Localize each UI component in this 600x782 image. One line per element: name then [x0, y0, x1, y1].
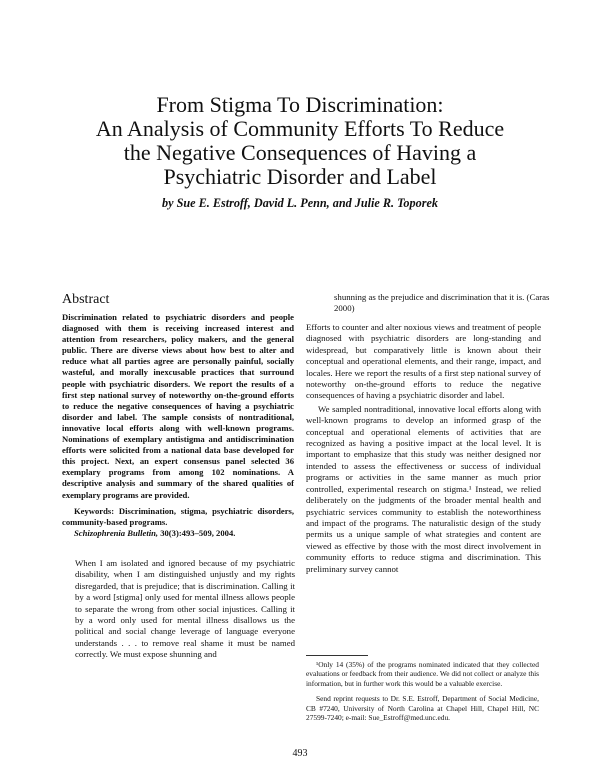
body-paragraph-2: We sampled nontraditional, innovative local efforts along with well-known programs to develop an informed grasp of the conceptual and operational elements of activities that are recognized as having a positive impact at the local level. It is important to emphasize that this study was neither designed nor intended to assess the effectiveness or success of individual programs or activities in the same manner as much prior controlled, experimental research on stigma.¹ Instead, we relied deliberately on the judgments of the broader mental health and psychiatric services community to establish the noteworthiness and impact of the programs. The naturalistic design of the study permits us a unique sample of what strategies and content are viewed as effective by those with the most direct involvement in community efforts to reduce stigma and discrimination. This preliminary survey cannot [306, 403, 541, 574]
title-line-3: the Negative Consequences of Having a [123, 139, 477, 165]
footnotes [306, 660, 539, 722]
title-line-4: Psychiatric Disorder and Label [163, 163, 437, 189]
citation-details: 30(3):493–509, 2004. [158, 527, 236, 538]
author-byline: by Sue E. Estroff, David L. Penn, and Julie R. Toporek [162, 196, 438, 210]
footnote-divider [306, 655, 368, 656]
keywords: Keywords: Discrimination, stigma, psychiatric disorders, community-based programs. [62, 505, 294, 527]
epigraph-continuation-block [322, 292, 554, 315]
footnote-1: ¹Only 14 (35%) of the programs nominated indicated that they collected evaluations or feedback from their audience. We did not collect or analyze this information, but in further work this would be a valuable exercise. [306, 660, 539, 688]
abstract-text: Discrimination related to psychiatric disorders and people diagnosed with them is receiving increased interest and attention from researchers, policy makers, and the general public. There are diverse views about how best to alter and reduce what all parties agree are personally painful, socially wasteful, and morally inexcusable practices that surround people with psychiatric disorders. We report the results of a first step national survey of noteworthy on-the-ground efforts to reduce the negative consequences of having a psychiatric disorder and label. The sample consists of nontraditional, innovative local efforts along with well-known programs. Nominations of exemplary antistigma and antidiscrimination efforts were solicited from a national data base developed for this project. Next, an expert consensus panel selected 36 exemplary programs from among 102 nominations. A descriptive analysis and summary of the shared qualities of exemplary programs are provided. [62, 312, 294, 500]
abstract-block [62, 312, 294, 539]
epigraph-text: When I am isolated and ignored because of my psychiatric disability, when I am distinguished unjustly and my rights disregarded, that is prejudice; that is discrimination. Calling it by a word [stigma] only used for mental illness allows people to separate the wrong from other social injustices. Calling it by a word only used for mental illness disallows us the political and social change leverage of language everyone understands . . . to remove real shame it must be named correctly. We must expose shunning and [75, 558, 295, 660]
citation-journal: Schizophrenia Bulletin, [74, 527, 159, 538]
title-line-2: An Analysis of Community Efforts To Reduce [95, 115, 505, 141]
epigraph-continuation: shunning as the prejudice and discrimination that it is. (Caras 2000) [334, 292, 550, 314]
body-paragraph-1: Efforts to counter and alter noxious views and treatment of people diagnosed with psychiatric disorders are long-standing and widespread, but comparatively little is known about their conceptual and operational elements, and their range, impact, and locales. Here we report the results of a first step national survey of noteworthy on-the-ground efforts to reduce the negative consequences of having a psychiatric disorder and label. [306, 322, 541, 401]
abstract-heading: Abstract [62, 292, 110, 307]
reprint-request: Send reprint requests to Dr. S.E. Estroff, Department of Social Medicine, CB #7240, University of North Carolina at Chapel Hill, Chapel Hill, NC 27599-7240; e-mail: Sue_Estroff@med.unc.edu. [306, 694, 539, 723]
page-number: 493 [292, 748, 308, 759]
citation [62, 528, 294, 539]
article-title [40, 93, 560, 189]
body-text [306, 322, 541, 575]
epigraph-quote [75, 558, 295, 661]
title-line-1: From Stigma To Discrimination: [156, 91, 444, 117]
